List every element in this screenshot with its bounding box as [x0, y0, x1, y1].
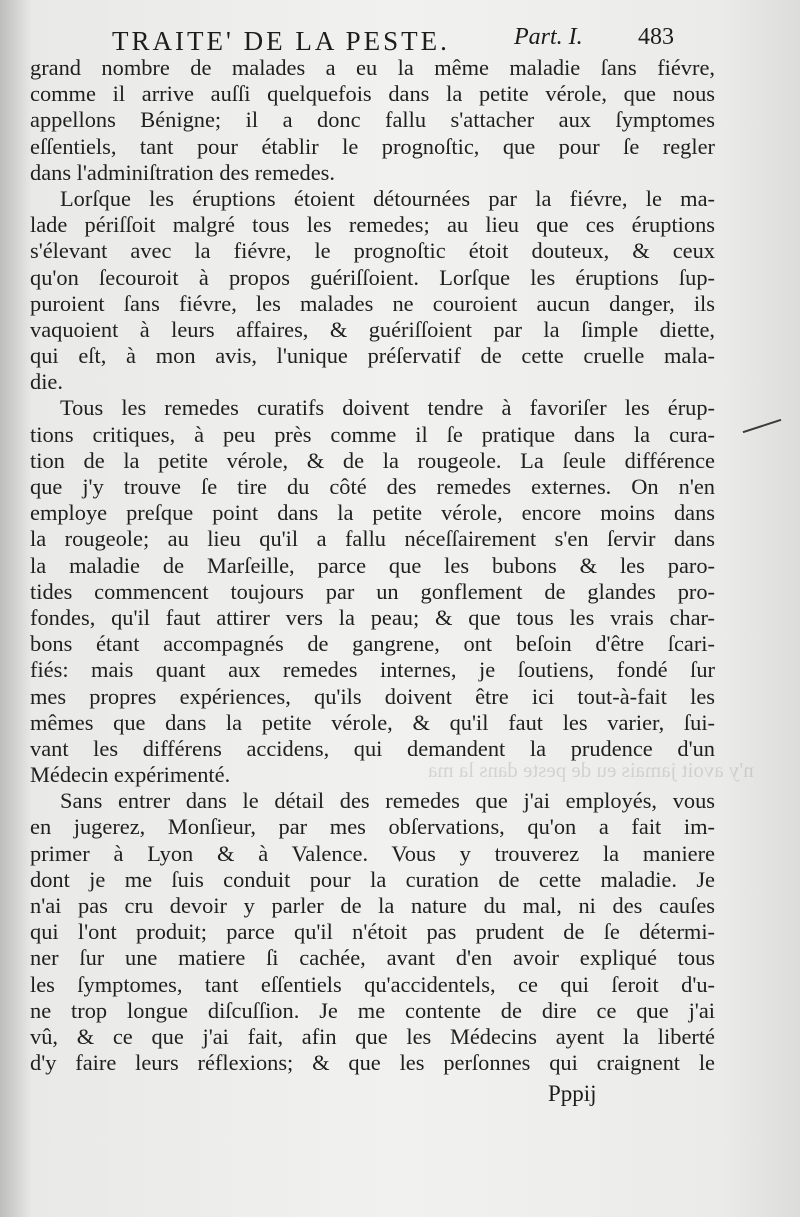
text-line: qu'on ſecouroit à propos guériſſoient. Lorſque les éruptions ſup- [30, 264, 715, 290]
text-line: lade périſſoit malgré tous les remedes; au lieu que ces éruptions [30, 212, 715, 238]
paragraph-2 [30, 186, 715, 396]
text-line: la maladie de Marſeille, parce que les bubons & les paro- [30, 552, 715, 578]
text-line: la rougeole; au lieu qu'il a fallu néceſſairement s'en ſervir dans [30, 526, 715, 552]
bleed-through-text: n'y avoit jamais eu de peste dans la ma [428, 758, 754, 782]
paragraph-3 [30, 395, 715, 788]
text-line: primer à Lyon & à Valence. Vous y trouverez la maniere [30, 840, 715, 866]
text-line: ner ſur une matiere ſi cachée, avant d'en avoir expliqué tous [30, 945, 715, 971]
text-line: tion de la petite vérole, & de la rougeole. La ſeule différence [30, 447, 715, 473]
text-line: grand nombre de malades a eu la même maladie ſans fiévre, [30, 55, 715, 80]
paragraph-4 [30, 788, 715, 1076]
text-line: puroient ſans fiévre, les malades ne couroient aucun danger, ils [30, 290, 715, 316]
body-text [30, 55, 715, 1075]
text-line: Lorſque les éruptions étoient détournées par la fiévre, le ma- [60, 185, 715, 211]
text-line: ne trop longue diſcuſſion. Je me contente de dire ce que j'ai [30, 997, 715, 1023]
text-line: appellons Bénigne; il a donc fallu s'attacher aux ſymptomes [30, 107, 715, 133]
text-line: Tous les remedes curatifs doivent tendre à favoriſer les érup- [60, 395, 715, 421]
text-line: dont je me ſuis conduit pour la curation de cette maladie. Je [30, 866, 715, 892]
text-line: dans l'adminiſtration des remedes. [30, 159, 335, 185]
page-number: 483 [638, 24, 674, 50]
text-line: vû, & ce que j'ai fait, afin que les Médecins ayent la liberté [30, 1023, 715, 1049]
text-line: mes propres expériences, qu'ils doivent être ici tout-à-fait les [30, 683, 715, 709]
text-line: die. [30, 369, 63, 395]
running-title: TRAITE' DE LA PESTE. [112, 26, 450, 56]
signature-mark: Pppij [548, 1081, 597, 1106]
text-line: qui l'ont produit; parce qu'il n'étoit pas prudent de ſe détermi- [30, 919, 715, 945]
paragraph-1 [30, 55, 715, 186]
text-line: tions critiques, à peu près comme il ſe pratique dans la cura- [30, 421, 715, 447]
text-line: qui eſt, à mon avis, l'unique préſervatif de cette cruelle mala- [30, 343, 715, 369]
text-line: eſſentiels, tant pour établir le prognoſtic, que pour ſe regler [30, 133, 715, 159]
text-line: Médecin expérimenté. [30, 762, 231, 788]
text-line: employe preſque point dans la petite vérole, encore moins dans [30, 500, 715, 526]
text-line: les ſymptomes, tant eſſentiels qu'accidentels, ce qui ſeroit d'u- [30, 971, 715, 997]
text-line: comme il arrive auſſi quelquefois dans la petite vérole, que nous [30, 81, 715, 107]
text-line: en jugerez, Monſieur, par mes obſervations, qu'on a fait im- [30, 814, 715, 840]
text-line: vaquoient à leurs affaires, & guériſſoient par la ſimple diette, [30, 316, 715, 342]
text-line: s'élevant avec la fiévre, le prognoſtic étoit douteux, & ceux [30, 238, 715, 264]
text-line: Sans entrer dans le détail des remedes que j'ai employés, vous [60, 788, 715, 814]
ink-mark [743, 419, 782, 433]
text-line: n'ai pas cru devoir y parler de la nature du mal, ni des cauſes [30, 893, 715, 918]
text-line: fiés: mais quant aux remedes internes, je ſoutiens, fondé ſur [30, 657, 715, 683]
text-line: d'y faire leurs réflexions; & que les perſonnes qui craignent le [30, 1050, 715, 1076]
text-line: mêmes que dans la petite vérole, & qu'il faut les varier, ſui- [30, 709, 715, 735]
text-line: vant les différens accidens, qui demandent la prudence d'un [30, 735, 715, 761]
part-label: Part. I. [514, 24, 583, 50]
text-line: tides commencent toujours par un gonflement de glandes pro- [30, 578, 715, 604]
text-line: que j'y trouve ſe tire du côté des remedes externes. On n'en [30, 474, 715, 499]
text-line: fondes, qu'il faut attirer vers la peau; & que tous les vrais char- [30, 604, 715, 630]
text-line: bons étant accompagnés de gangrene, ont beſoin d'être ſcari- [30, 631, 715, 657]
